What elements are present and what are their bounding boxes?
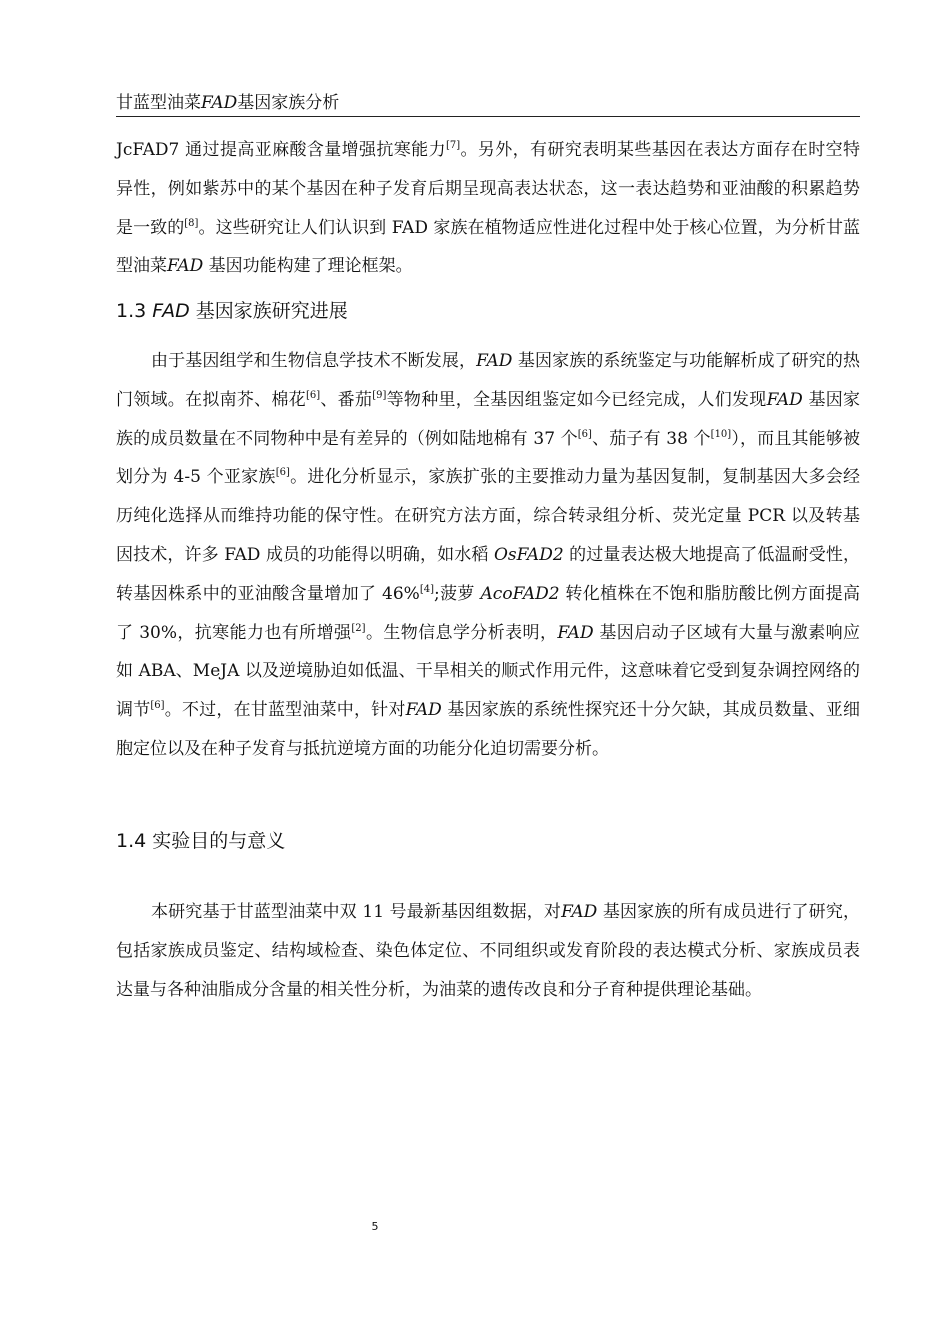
citation-ref: [6] — [150, 700, 165, 712]
paragraph-continuation: JcFAD7 通过提高亚麻酸含量增强抗寒能力[7]。另外，有研究表明某些基因在表达方面存在时空特异性，例如紫苏中的某个基因在种子发育后期呈现高表达状态，这一表达趋势和亚油酸的积累趋势是一致的[8]。这些研究让人们认识到 FAD 家族在植物适应性进化过程中处于核心位置，为分析甘蓝型油菜FAD 基因功能构建了理论框架。 — [116, 140, 861, 277]
header-title-italic: FAD — [201, 93, 238, 113]
citation-ref: [6] — [275, 467, 290, 479]
gene-name: OsFAD2 — [493, 544, 564, 565]
gene-name: FAD — [561, 902, 598, 922]
gene-name: FAD — [557, 622, 594, 643]
gene-name: FAD — [476, 351, 513, 371]
citation-ref: [6] — [305, 389, 321, 401]
page-number: 5 — [371, 1220, 379, 1233]
citation-ref: [2] — [351, 622, 366, 634]
citation-ref: [4] — [419, 583, 434, 595]
paragraph-research-progress: 由于基因组学和生物信息学技术不断发展，FAD 基因家族的系统鉴定与功能解析成了研究的热门领域。在拟南芥、棉花[6]、番茄[9]等物种里，全基因组鉴定如今已经完成，人们发现FAD 基因家族的成员数量在不同物种中是有差异的（例如陆地棉有 37 个[6]、茄子有 38 个[10]），而且其能够被划分为 4-5 个亚家族[6]。进化分析显示，家族扩张的主要推动力量为基因复制，复制基因大多会经历纯化选择从而维持功能的保守性。在研究方法方面，综合转录组分析、荧光定量 PCR 以及转基因技术，许多 FAD 成员的功能得以明确，如水稻 OsFAD2 的过量表达极大地提高了低温耐受性，转基因株系中的亚油酸含量增加了 46%[4];菠萝 AcoFAD2 转化植株在不饱和脂肪酸比例方面提高了 30%，抗寒能力也有所增强[2]。生物信息学分析表明，FAD 基因启动子区域有大量与激素响应如 ABA、MeJA 以及逆境胁迫如低温、干旱相关的顺式作用元件，这意味着它受到复杂调控网络的调节[6]。不过，在甘蓝型油菜中，针对FAD 基因家族的系统性探究还十分欠缺，其成员数量、亚细胞定位以及在种子发育与抵抗逆境方面的功能分化迫切需要分析。 — [116, 351, 861, 759]
gene-name: FAD — [167, 256, 204, 277]
citation-ref: [7] — [445, 140, 461, 151]
section-heading-1-3: 1.3 FAD 基因家族研究进展 — [116, 300, 348, 322]
gene-name: AcoFAD2 — [480, 583, 560, 604]
header-title-prefix: 甘蓝型油菜 — [116, 93, 201, 113]
citation-ref: [9] — [372, 389, 387, 401]
gene-name: FAD — [405, 700, 442, 721]
citation-ref: [10] — [710, 428, 732, 440]
header-title-suffix: 基因家族分析 — [237, 93, 340, 113]
paragraph-objective: 本研究基于甘蓝型油菜中双 11 号最新基因组数据，对FAD 基因家族的所有成员进行了研究，包括家族成员鉴定、结构域检查、染色体定位、不同组织或发育阶段的表达模式分析、家族成员表达量与各种油脂成分含量的相关性分析，为油菜的遗传改良和分子育种提供理论基础。 — [116, 902, 860, 1000]
section-heading-1-4: 1.4 实验目的与意义 — [116, 830, 286, 852]
running-header — [116, 92, 860, 117]
gene-name: FAD — [766, 389, 803, 410]
citation-ref: [8] — [184, 217, 199, 229]
citation-ref: [6] — [577, 428, 592, 440]
